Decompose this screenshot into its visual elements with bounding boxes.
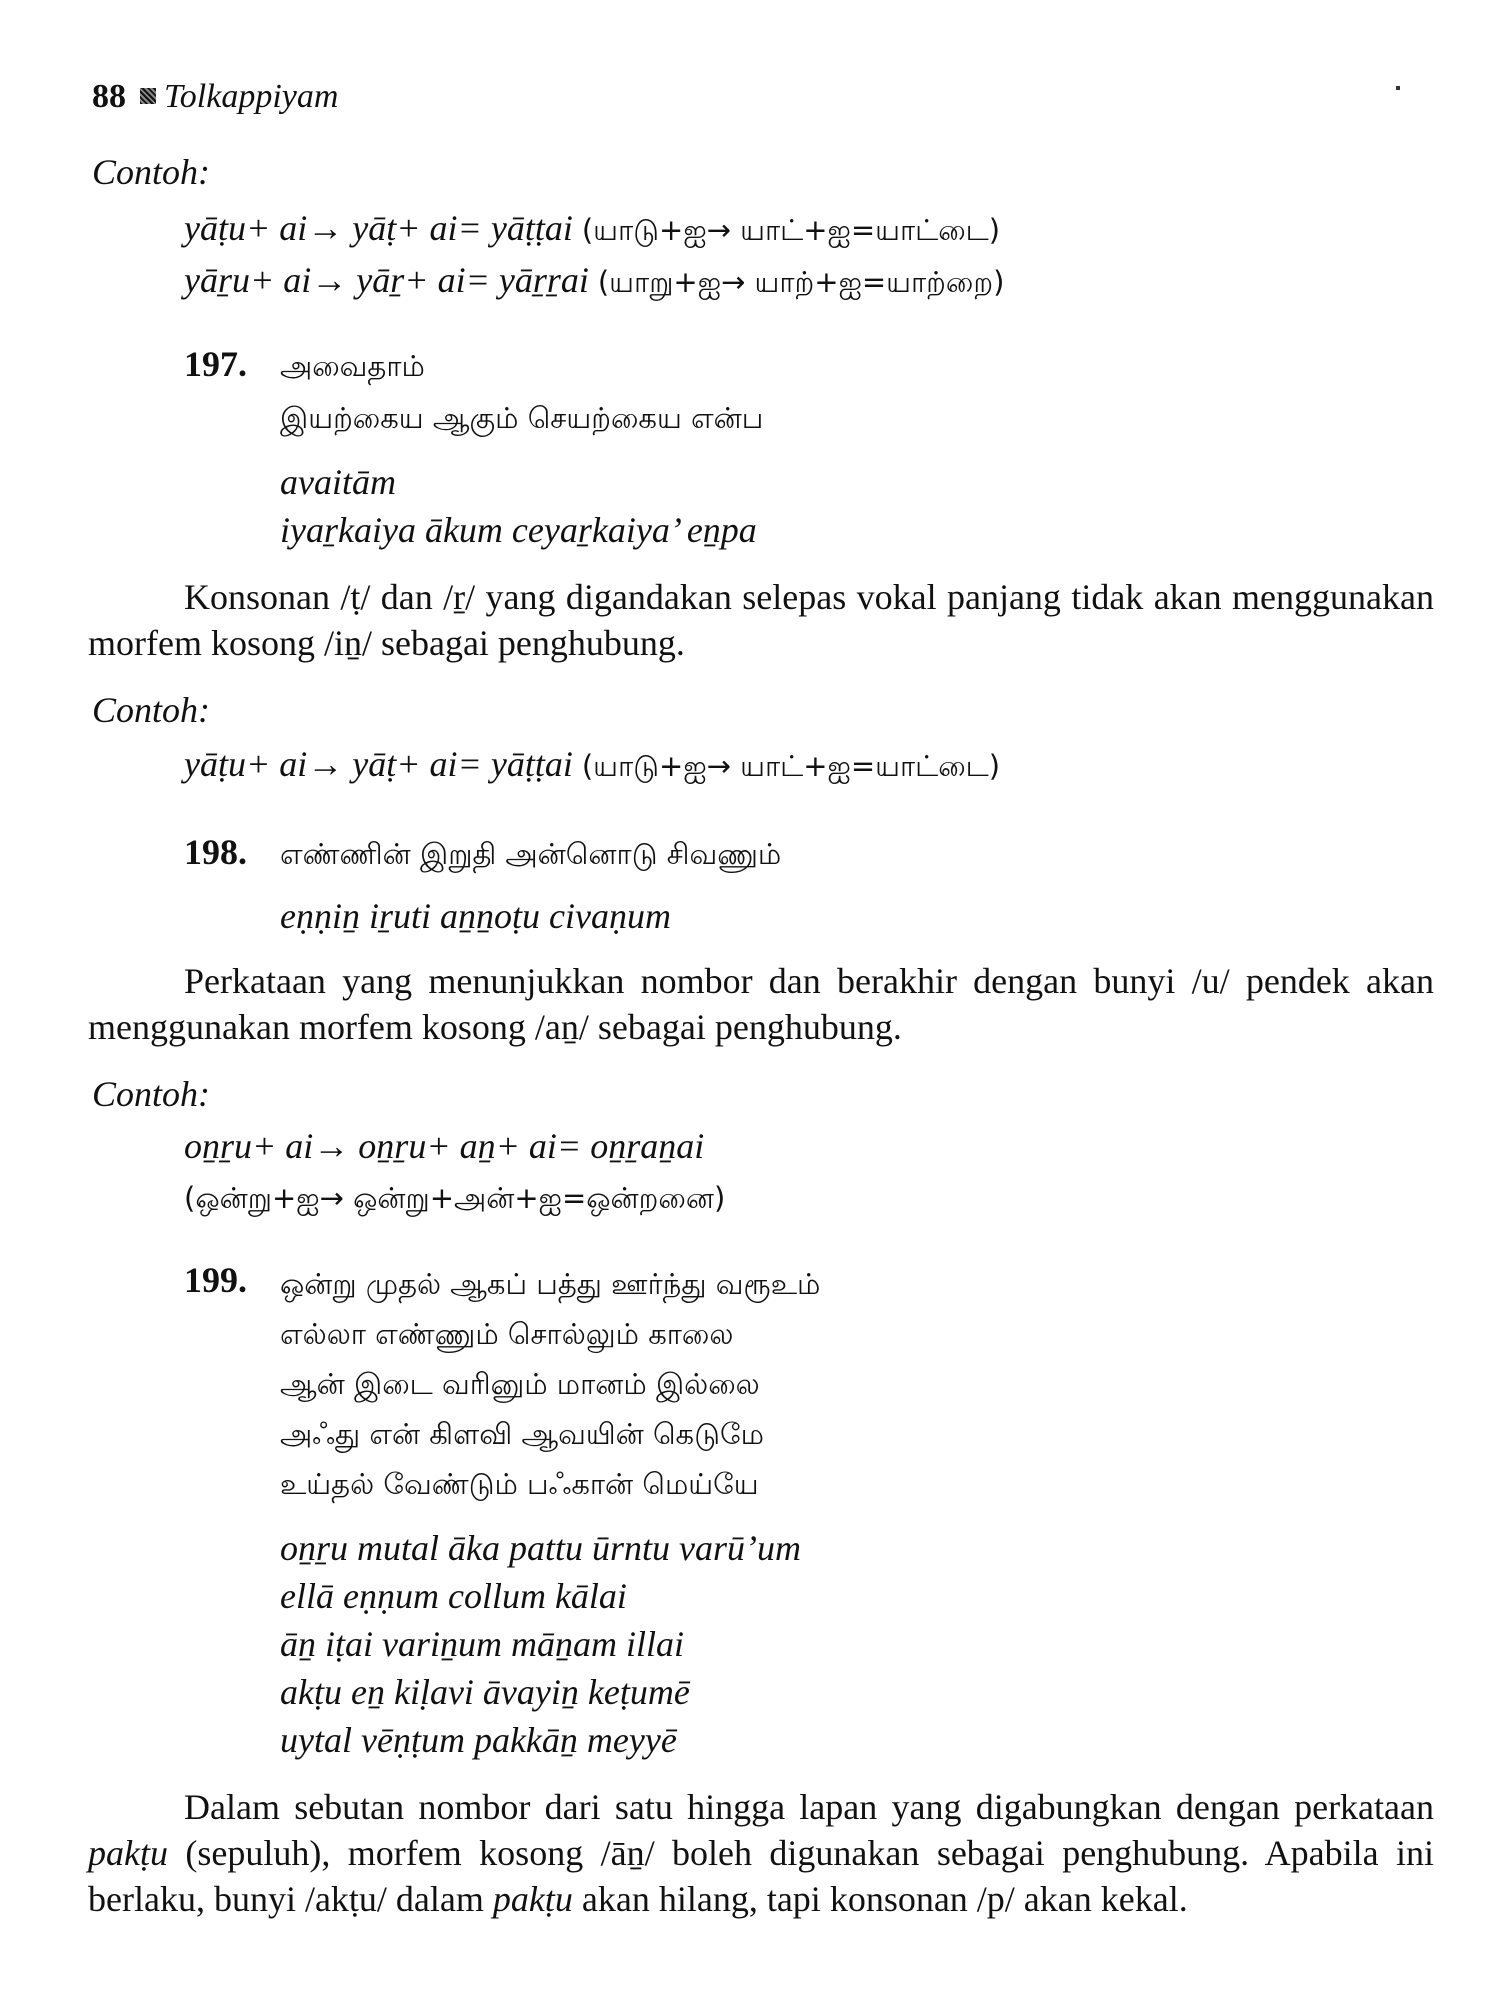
verse-transliteration-line: āṉ iṭai variṉum māṉam illai: [280, 1624, 684, 1664]
example-label: Contoh:: [92, 690, 211, 730]
verse-transliteration-line: uytal vēṇṭum pakkāṉ meyyē: [280, 1720, 677, 1760]
verse-tamil-line: அஃது என் கிளவி ஆவயின் கெடுமே: [280, 1417, 764, 1451]
verse-tamil-line: ஒன்று முதல் ஆகப் பத்து ஊர்ந்து வரூஉம்: [280, 1267, 821, 1301]
example-line: [184, 258, 1004, 304]
page-number: 88: [92, 78, 126, 115]
explanation-paragraph: [88, 958, 1434, 1050]
verse-number: 199.: [184, 1260, 247, 1300]
paragraph-text: Dalam sebutan nombor dari satu hingga lapan yang digabungkan dengan perkataan: [184, 1787, 1434, 1827]
example-line: [184, 742, 1000, 788]
example-tamil: (ஒன்று+ஐ→ ஒன்று+அன்+ஐ=ஒன்றனை): [184, 1181, 726, 1215]
verse-tamil-line: எண்ணின் இறுதி அன்னொடு சிவணும்: [280, 837, 782, 871]
example-latin: yāṭu+ ai→ yāṭ+ ai= yāṭṭai: [184, 744, 573, 784]
verse-tamil-line: ஆன் இடை வரினும் மானம் இல்லை: [280, 1367, 760, 1401]
example-tamil: (யாடு+ஐ→ யாட்+ஐ=யாட்டை): [581, 213, 1001, 247]
example-label: Contoh:: [92, 1074, 211, 1114]
page-header: [92, 76, 338, 118]
example-latin: oṉṟu+ ai→ oṉṟu+ aṉ+ ai= oṉṟaṉai: [184, 1126, 705, 1166]
example-latin: yāṭu+ ai→ yāṭ+ ai= yāṭṭai: [184, 208, 573, 248]
verse-transliteration-line: iyaṟkaiya ākum ceyaṟkaiya’ eṉpa: [280, 510, 757, 550]
verse-transliteration-line: eṇṇiṉ iṟuti aṉṉoṭu civaṇum: [280, 896, 671, 936]
example-line: [184, 206, 1000, 252]
explanation-paragraph: [88, 1784, 1434, 1922]
paragraph-text: akan hilang, tapi konsonan /p/ akan kekal.: [572, 1879, 1188, 1919]
explanation-paragraph: [88, 574, 1434, 666]
example-latin: yāṟu+ ai→ yāṟ+ ai= yāṟṟai: [184, 260, 589, 300]
verse-number: 198.: [184, 832, 247, 872]
verse-number: 197.: [184, 344, 247, 384]
verse-transliteration-line: avaitām: [280, 462, 396, 502]
running-title: Tolkappiyam: [164, 78, 339, 115]
example-tamil: (யாறு+ஐ→ யாற்+ஐ=யாற்றை): [597, 265, 1005, 299]
emphasized-word: pakṭu: [492, 1879, 573, 1919]
paragraph-text: Perkataan yang menunjukkan nombor dan berakhir dengan bunyi /u/ pendek akan menggunakan morfem kosong /aṉ/ sebagai penghubung.: [88, 961, 1434, 1047]
verse-tamil-line: இயற்கைய ஆகும் செயற்கைய என்ப: [280, 401, 764, 435]
paragraph-text: Konsonan /ṭ/ dan /ṟ/ yang digandakan selepas vokal panjang tidak akan menggunakan morfem kosong /iṉ/ sebagai penghubung.: [88, 577, 1434, 663]
stray-mark: [1396, 86, 1400, 90]
verse-transliteration-line: akṭu eṉ kiḷavi āvayiṉ keṭumē: [280, 1672, 690, 1712]
verse-tamil-line: அவைதாம்: [280, 349, 425, 383]
example-tamil: (யாடு+ஐ→ யாட்+ஐ=யாட்டை): [581, 749, 1001, 783]
example-label: Contoh:: [92, 152, 211, 192]
verse-transliteration-line: oṉṟu mutal āka pattu ūrntu varū’um: [280, 1528, 801, 1568]
emphasized-word: pakṭu: [88, 1833, 168, 1873]
paragraph-text: (sepuluh), morfem kosong /āṉ/ boleh digunakan sebagai penghubung. Apabila ini berlaku, bunyi /akṭu/ dalam: [88, 1833, 1434, 1919]
verse-transliteration-line: ellā eṇṇum collum kālai: [280, 1576, 627, 1616]
verse-tamil-line: உய்தல் வேண்டும் பஃகான் மெய்யே: [280, 1467, 759, 1501]
header-square-icon: [140, 88, 156, 104]
verse-tamil-line: எல்லா எண்ணும் சொல்லும் காலை: [280, 1317, 734, 1351]
